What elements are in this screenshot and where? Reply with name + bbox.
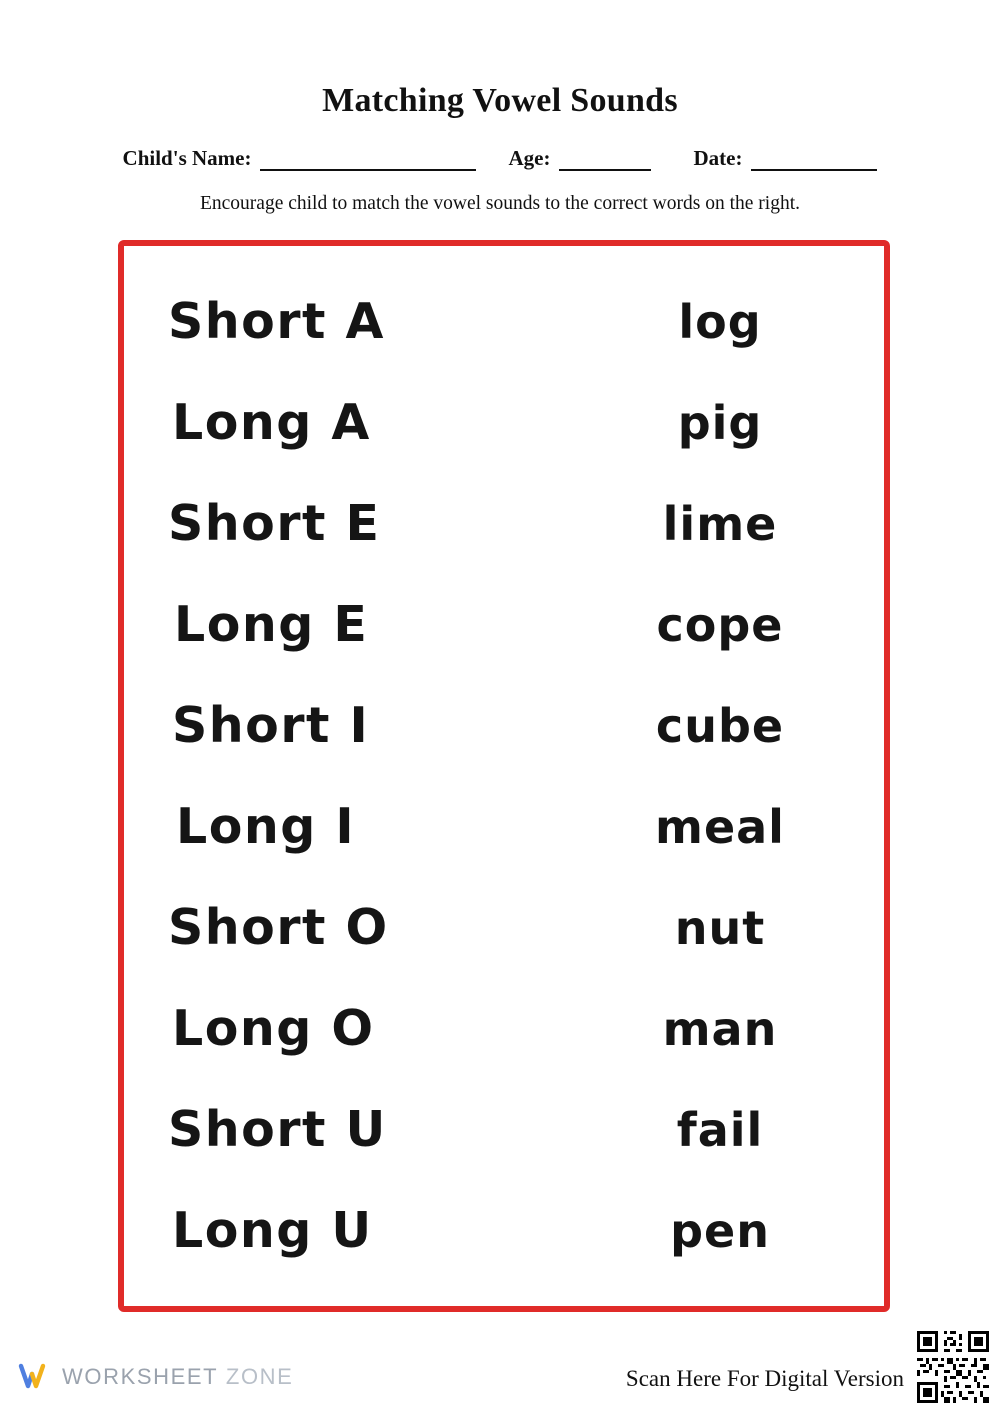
vowel-sound-cell[interactable] <box>124 798 594 855</box>
matching-row <box>124 271 884 372</box>
vowel-sound-label: Short E <box>168 495 381 552</box>
word-label: meal <box>655 799 785 854</box>
matching-row <box>124 675 884 776</box>
page-title: Matching Vowel Sounds <box>322 82 678 119</box>
word-label: log <box>678 294 762 349</box>
word-cell[interactable] <box>594 900 884 955</box>
word-cell[interactable] <box>594 496 884 551</box>
word-cell[interactable] <box>594 597 884 652</box>
word-cell[interactable] <box>594 1102 884 1157</box>
vowel-sound-cell[interactable] <box>124 1000 594 1057</box>
date-field[interactable] <box>693 146 877 171</box>
child-name-field[interactable] <box>123 146 477 171</box>
matching-row <box>124 1180 884 1281</box>
child-name-input-line[interactable] <box>260 149 476 171</box>
vowel-sound-label: Long E <box>174 596 369 653</box>
brand-name-secondary: ZONE <box>225 1364 294 1389</box>
brand-name <box>62 1364 293 1390</box>
matching-row <box>124 372 884 473</box>
v-logo-icon <box>18 1360 52 1394</box>
vowel-sound-label: Short I <box>172 697 370 754</box>
word-cell[interactable] <box>594 395 884 450</box>
word-cell[interactable] <box>594 799 884 854</box>
word-label: lime <box>662 496 778 551</box>
age-label: Age: <box>508 146 551 170</box>
matching-row <box>124 1079 884 1180</box>
instructions-text: Encourage child to match the vowel sounds to the correct words on the right. <box>199 193 800 214</box>
word-label: pen <box>670 1203 770 1258</box>
vowel-sound-label: Long A <box>172 394 371 451</box>
word-label: pig <box>677 395 763 450</box>
word-label: cube <box>655 698 785 753</box>
date-label: Date: <box>693 146 743 170</box>
matching-row <box>124 473 884 574</box>
vowel-sound-label: Short U <box>168 1101 387 1158</box>
vowel-sound-cell[interactable] <box>124 495 594 552</box>
word-cell[interactable] <box>594 1001 884 1056</box>
word-label: cope <box>656 597 784 652</box>
child-name-label: Child's Name: <box>122 146 252 170</box>
page-footer <box>0 1318 1000 1414</box>
vowel-sound-label: Short A <box>168 293 385 350</box>
matching-row <box>124 978 884 1079</box>
age-field[interactable] <box>508 146 651 171</box>
matching-exercise-box <box>118 240 890 1312</box>
word-label: fail <box>676 1102 764 1157</box>
brand-name-primary: WORKSHEET <box>62 1364 219 1389</box>
vowel-sound-label: Long U <box>172 1202 373 1259</box>
word-cell[interactable] <box>594 294 884 349</box>
vowel-sound-cell[interactable] <box>124 1202 594 1259</box>
vowel-sound-cell[interactable] <box>124 899 594 956</box>
vowel-sound-cell[interactable] <box>124 697 594 754</box>
scan-instruction-text: Scan Here For Digital Version <box>625 1366 904 1391</box>
matching-row <box>124 776 884 877</box>
matching-row <box>124 574 884 675</box>
word-cell[interactable] <box>594 1203 884 1258</box>
word-label: man <box>662 1001 778 1056</box>
matching-row <box>124 877 884 978</box>
age-input-line[interactable] <box>559 149 651 171</box>
word-label: nut <box>674 900 766 955</box>
vowel-sound-cell[interactable] <box>124 394 594 451</box>
vowel-sound-label: Short O <box>168 899 389 956</box>
vowel-sound-cell[interactable] <box>124 1101 594 1158</box>
student-info-fields <box>0 146 1000 171</box>
word-cell[interactable] <box>594 698 884 753</box>
vowel-sound-cell[interactable] <box>124 293 594 350</box>
date-input-line[interactable] <box>751 149 877 171</box>
qr-code-icon[interactable] <box>914 1328 992 1406</box>
matching-rows <box>124 246 884 1306</box>
vowel-sound-label: Long I <box>176 798 356 855</box>
vowel-sound-cell[interactable] <box>124 596 594 653</box>
vowel-sound-label: Long O <box>172 1000 375 1057</box>
brand-logo[interactable] <box>18 1360 293 1394</box>
